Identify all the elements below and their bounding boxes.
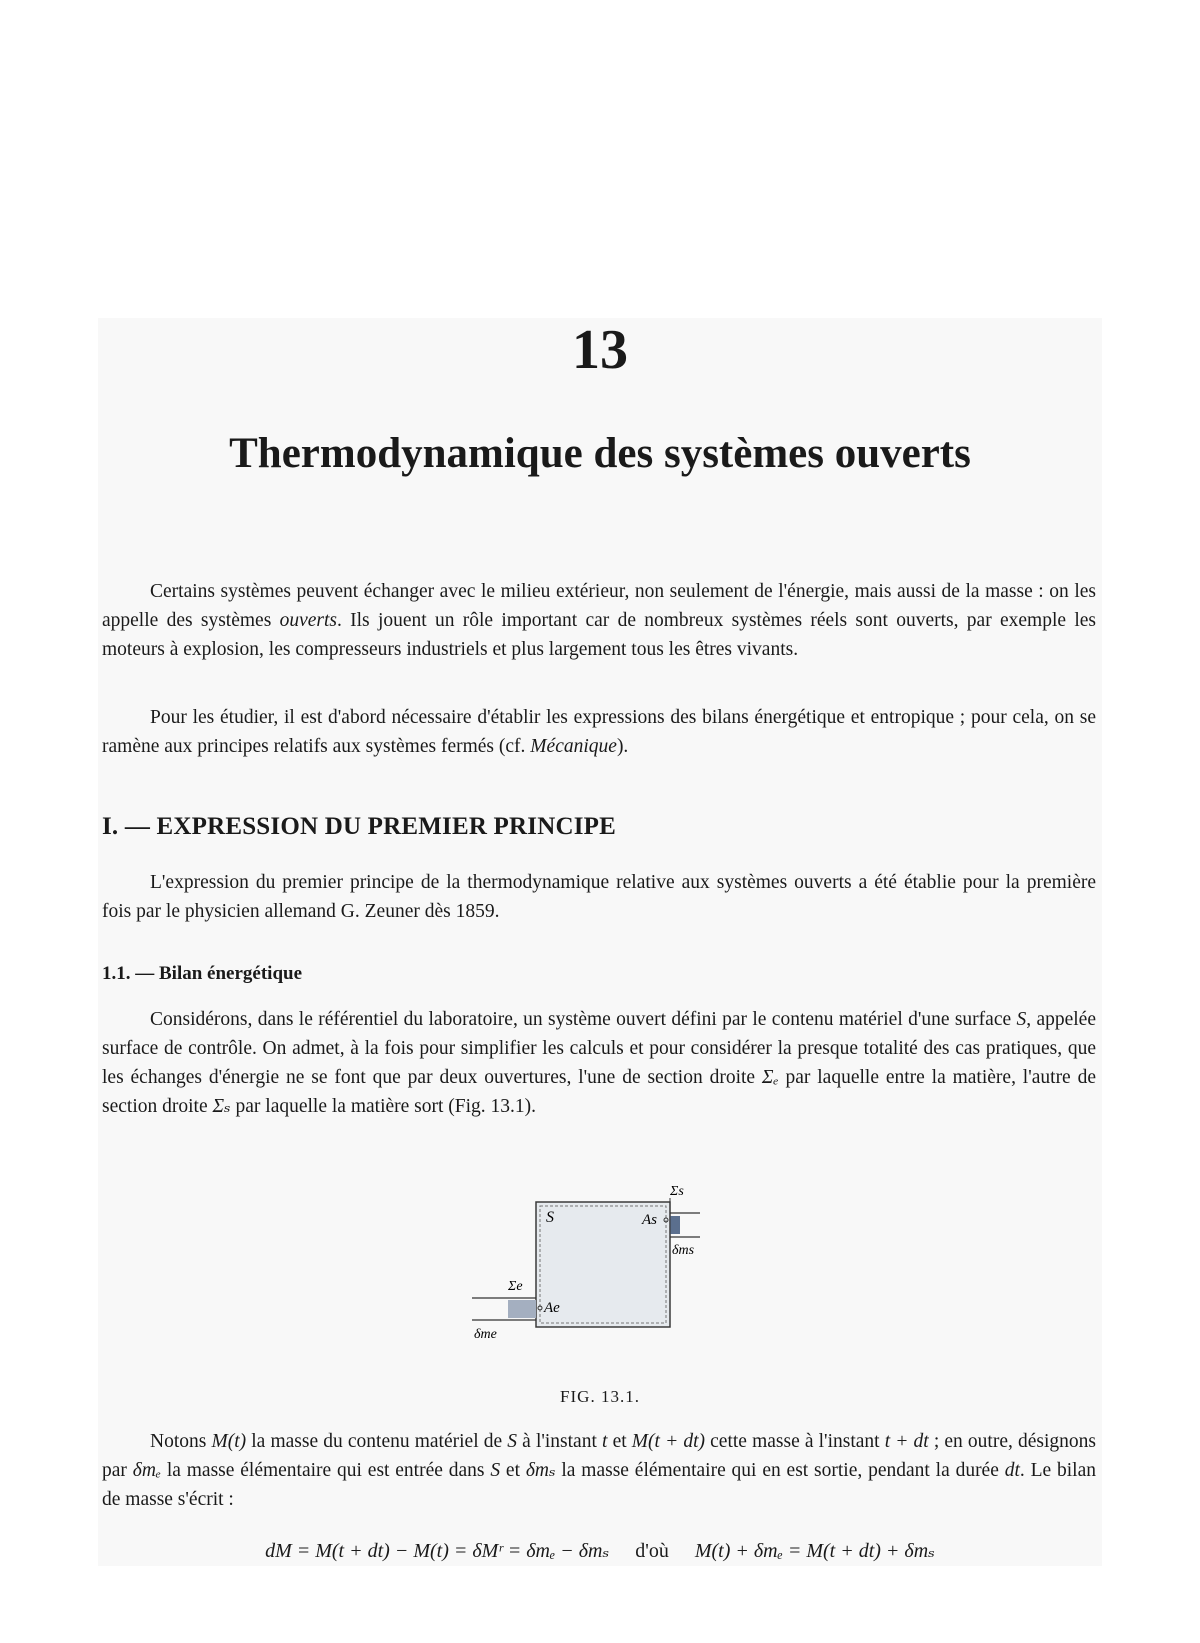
page-background bbox=[98, 318, 1102, 1566]
equation-connector: d'où bbox=[635, 1540, 669, 1562]
intro-paragraph-1: Certains systèmes peuvent échanger avec le milieu extérieur, non seulement de l'énergie, mais aussi de la masse : on les appelle des systèmes ouverts. Ils jouent un rôle important car de nombreux systèmes réels sont ouverts, par exemple les moteurs à explosion, les compresseurs industriels et plus largement tous les êtres vivants. bbox=[102, 581, 1096, 660]
outlet-port bbox=[670, 1216, 680, 1234]
subsection-paragraph: Considérons, dans le référentiel du laboratoire, un système ouvert défini par le contenu matériel d'une surface S, appelée surface de contrôle. On admet, à la fois pour simplifier les calculs et pour considérer la presque totalité des cas pratiques, que les échanges d'énergie ne se font que par deux ouvertures, l'une de section droite Σₑ par laquelle entre la matière, l'autre de section droite Σₛ par laquelle la matière sort (Fig. 13.1). bbox=[102, 1009, 1096, 1117]
subsection-heading: 1.1. — Bilan énergétique bbox=[102, 963, 303, 984]
mass-balance-equation bbox=[0, 1538, 1200, 1563]
section-paragraph: L'expression du premier principe de la thermodynamique relative aux systèmes ouverts a été établie pour la première fois par le physicien allemand G. Zeuner dès 1859. bbox=[102, 872, 1096, 922]
chapter-title: Thermodynamique des systèmes ouverts bbox=[229, 430, 971, 477]
label-As: As bbox=[642, 1212, 657, 1228]
equation-rhs: M(t) + δmₑ = M(t + dt) + δmₛ bbox=[694, 1540, 935, 1562]
figure-control-surface bbox=[460, 1180, 750, 1355]
label-dm-e: δme bbox=[474, 1327, 497, 1342]
chapter-number: 13 bbox=[572, 319, 628, 381]
section-heading: I. — EXPRESSION DU PREMIER PRINCIPE bbox=[102, 813, 616, 840]
equation-lhs: dM = M(t + dt) − M(t) = δMʳ = δmₑ − δmₛ bbox=[265, 1540, 610, 1562]
intro-paragraph-2: Pour les étudier, il est d'abord nécessaire d'établir les expressions des bilans énergétique et entropique ; pour cela, on se ramène aux principes relatifs aux systèmes fermés (cf. Mécanique). bbox=[102, 707, 1096, 757]
label-S: S bbox=[546, 1209, 554, 1226]
label-sigma-e: Σe bbox=[508, 1279, 523, 1294]
label-sigma-s: Σs bbox=[670, 1184, 684, 1199]
figure-caption: FIG. 13.1. bbox=[560, 1387, 640, 1406]
label-Ae: Ae bbox=[544, 1300, 560, 1316]
inlet-port bbox=[508, 1300, 536, 1318]
label-dm-s: δms bbox=[672, 1243, 695, 1258]
notons-paragraph: Notons M(t) la masse du contenu matériel de S à l'instant t et M(t + dt) cette masse à l'instant t + dt ; en outre, désignons par δmₑ la masse élémentaire qui est entrée dans S et δmₛ la masse élémentaire qui en est sortie, pendant la durée dt. Le bilan de masse s'écrit : bbox=[102, 1431, 1096, 1510]
